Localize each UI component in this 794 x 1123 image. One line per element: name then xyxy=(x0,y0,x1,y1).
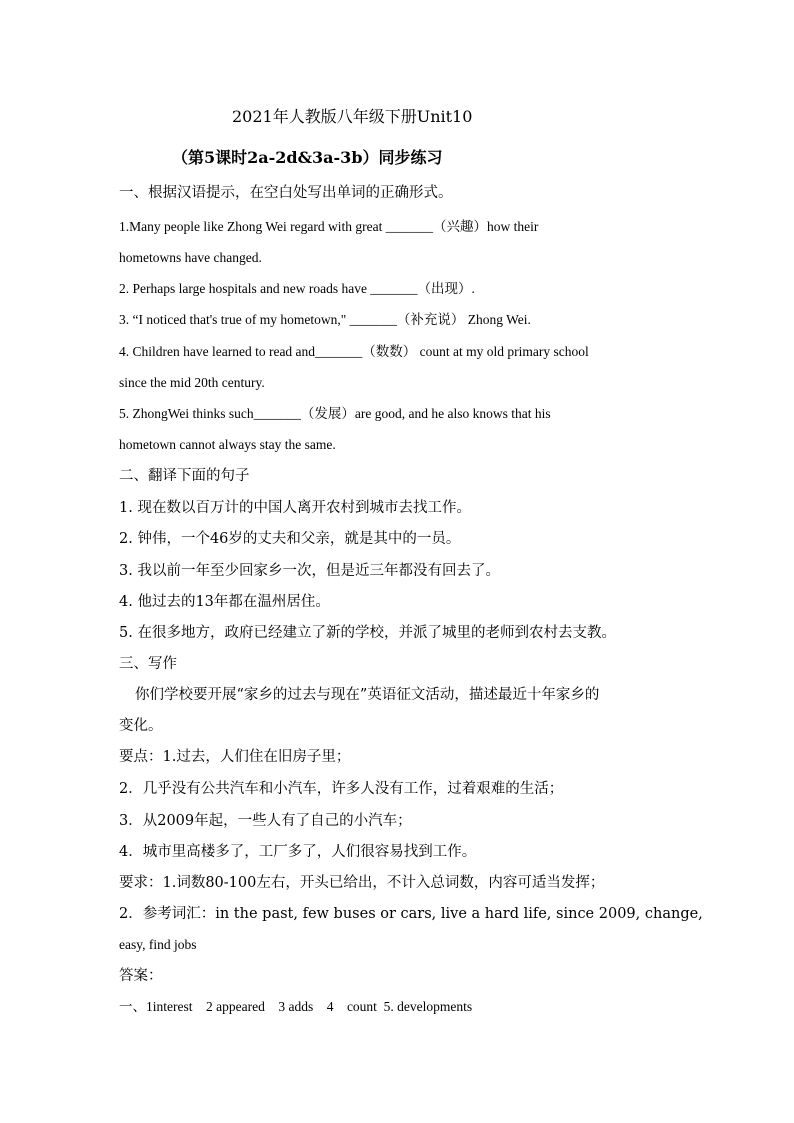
answers-line: 一、1interest 2 appeared 3 adds 4 count 5. developments xyxy=(119,999,473,1014)
writing-point: 3．从2009年起，一些人有了自己的小汽车； xyxy=(119,813,412,829)
writing-requirement: easy, find jobs xyxy=(119,937,197,952)
section2-line: 3. 我以前一年至少回家乡一次，但是近三年都没有回去了。 xyxy=(119,563,500,579)
writing-prompt: 变化。 xyxy=(119,718,163,734)
section1-line: 3. “I noticed that's true of my hometown," _______（补充说） Zhong Wei. xyxy=(119,312,531,327)
section1-line: hometowns have changed. xyxy=(119,250,262,265)
section1-line: 5. ZhongWei thinks such_______（发展）are good, and he also knows that his xyxy=(119,406,551,421)
section2-line: 2. 钟伟，一个46岁的丈夫和父亲，就是其中的一员。 xyxy=(119,531,461,547)
document-subtitle: （第5课时2a-2d&3a-3b）同步练习 xyxy=(172,148,443,167)
section1-line: 2. Perhaps large hospitals and new roads have _______（出现）. xyxy=(119,281,475,296)
section1-line: 1.Many people like Zhong Wei regard with great _______（兴趣）how their xyxy=(119,219,539,234)
writing-requirement: 2．参考词汇：in the past, few buses or cars, live a hard life, since 2009, change, xyxy=(119,906,703,922)
writing-point: 4．城市里高楼多了，工厂多了，人们很容易找到工作。 xyxy=(119,844,477,860)
section2-line: 4. 他过去的13年都在温州居住。 xyxy=(119,594,330,610)
section2-line: 1. 现在数以百万计的中国人离开农村到城市去找工作。 xyxy=(119,500,471,516)
section1-heading: 一、根据汉语提示，在空白处写出单词的正确形式。 xyxy=(119,185,453,201)
writing-point: 2．几乎没有公共汽车和小汽车，许多人没有工作，过着艰难的生活； xyxy=(119,781,564,797)
writing-prompt: 你们学校要开展“家乡的过去与现在”英语征文活动，描述最近十年家乡的 xyxy=(135,687,600,703)
section1-line: 4. Children have learned to read and_______（数数） count at my old primary school xyxy=(119,344,589,359)
writing-requirement: 要求：1.词数80-100左右，开头已给出，不计入总词数，内容可适当发挥； xyxy=(119,875,605,891)
section3-heading: 三、写作 xyxy=(119,656,177,672)
section2-line: 5. 在很多地方，政府已经建立了新的学校，并派了城里的老师到农村去支教。 xyxy=(119,625,616,641)
section1-line: hometown cannot always stay the same. xyxy=(119,437,336,452)
answers-heading: 答案： xyxy=(119,968,163,984)
section2-heading: 二、翻译下面的句子 xyxy=(119,468,250,484)
section1-line: since the mid 20th century. xyxy=(119,375,265,390)
writing-point: 要点：1.过去，人们住在旧房子里； xyxy=(119,749,351,765)
document-title: 2021年人教版八年级下册Unit10 xyxy=(232,107,473,126)
